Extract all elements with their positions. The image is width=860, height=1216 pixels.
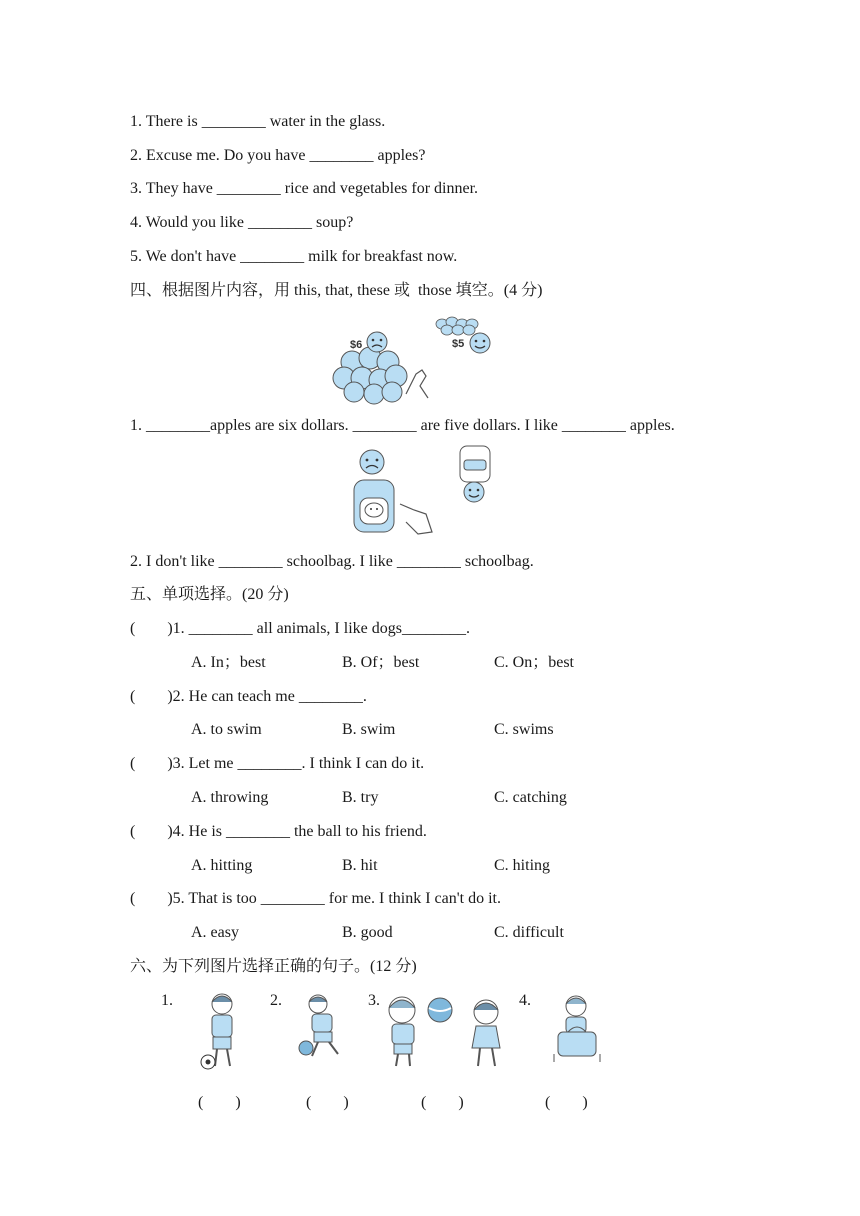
mc-1-option-a: A. In；best xyxy=(191,654,266,671)
mc-5-option-a: A. easy xyxy=(191,924,239,941)
fill-item-3: 3. They have ________ rice and vegetables for dinner. xyxy=(130,180,479,197)
mc-5-option-b: B. good xyxy=(342,924,393,941)
fill-item-1: 1. There is ________ water in the glass. xyxy=(130,113,386,130)
picture-number-3: 3. xyxy=(368,992,380,1009)
mc-2-option-a: A. to swim xyxy=(191,721,262,738)
mc-3-option-b: B. try xyxy=(342,789,379,806)
mc-2-option-b: B. swim xyxy=(342,721,396,738)
picture-number-1: 1. xyxy=(161,992,173,1009)
children-playing-ball-illustration xyxy=(382,994,508,1070)
boy-basketball-illustration xyxy=(296,992,350,1062)
section-4-q2: 2. I don't like ________ schoolbag. I like ________ schoolbag. xyxy=(130,553,534,570)
answer-blank-3[interactable]: ( ) xyxy=(421,1094,464,1111)
answer-blank-4[interactable]: ( ) xyxy=(545,1094,588,1111)
schoolbags-illustration xyxy=(340,442,500,538)
fill-item-4: 4. Would you like ________ soup? xyxy=(130,214,354,231)
picture-number-2: 2. xyxy=(270,992,282,1009)
picture-number-4: 4. xyxy=(519,992,531,1009)
answer-blank-2[interactable]: ( ) xyxy=(306,1094,349,1111)
mc-4-option-c: C. hiting xyxy=(494,857,551,874)
mc-question-2: ( )2. He can teach me ________. xyxy=(130,688,367,705)
price-far: $5 xyxy=(452,338,465,350)
mc-2-option-c: C. swims xyxy=(494,721,554,738)
apples-illustration xyxy=(330,312,500,404)
fill-item-5: 5. We don't have ________ milk for breakfast now. xyxy=(130,248,458,265)
mc-1-option-c: C. On；best xyxy=(494,654,575,671)
mc-4-option-b: B. hit xyxy=(342,857,378,874)
section-5-heading: 五、单项选择。(20 分) xyxy=(130,586,289,603)
girl-lifting-box-illustration xyxy=(548,992,606,1064)
boy-football-illustration xyxy=(196,990,246,1072)
mc-5-option-c: C. difficult xyxy=(494,924,564,941)
mc-question-1: ( )1. ________ all animals, I like dogs________. xyxy=(130,620,470,637)
price-near: $6 xyxy=(350,339,363,351)
mc-3-option-a: A. throwing xyxy=(191,789,269,806)
section-4-heading: 四、根据图片内容，用 this, that, these 或 those 填空。(4 分) xyxy=(130,282,543,299)
section-4-q1: 1. ________apples are six dollars. ________ are five dollars. I like ________ apples. xyxy=(130,417,675,434)
mc-question-3: ( )3. Let me ________. I think I can do it. xyxy=(130,755,425,772)
answer-blank-1[interactable]: ( ) xyxy=(198,1094,241,1111)
mc-3-option-c: C. catching xyxy=(494,789,567,806)
section-6-heading: 六、为下列图片选择正确的句子。(12 分) xyxy=(130,958,417,975)
fill-item-2: 2. Excuse me. Do you have ________ apples? xyxy=(130,147,426,164)
mc-4-option-a: A. hitting xyxy=(191,857,253,874)
mc-question-4: ( )4. He is ________ the ball to his friend. xyxy=(130,823,427,840)
mc-question-5: ( )5. That is too ________ for me. I think I can't do it. xyxy=(130,890,501,907)
mc-1-option-b: B. Of；best xyxy=(342,654,420,671)
